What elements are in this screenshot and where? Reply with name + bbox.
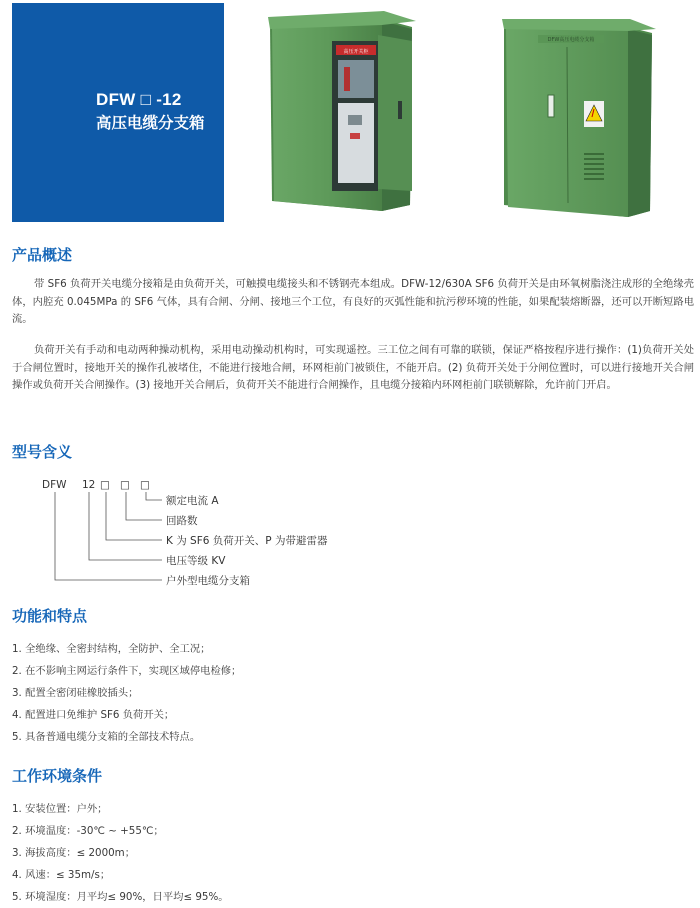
model-item-switch-type: K 为 SF6 负荷开关、P 为带避雷器 <box>166 535 328 547</box>
model-item-circuits: 回路数 <box>166 515 198 527</box>
model-item-voltage-level: 电压等级 KV <box>166 555 226 567</box>
door-label: 高压开关柜 <box>343 49 369 55</box>
model-code-box-1: □ <box>100 479 110 491</box>
list-item: 1. 全绝缘、全密封结构，全防护、全工况； <box>12 643 211 655</box>
model-code-number: 12 <box>82 479 96 491</box>
list-item: 3. 配置全密闭硅橡胶插头； <box>12 687 139 699</box>
model-code-diagram <box>0 472 420 592</box>
product-photo <box>232 5 690 222</box>
environment-list <box>12 798 229 908</box>
model-code-prefix: DFW <box>42 479 67 491</box>
model-code-box-2: □ <box>120 479 130 491</box>
list-item: 2. 环境温度：-30℃ ~ +55℃； <box>12 825 164 837</box>
model-meaning-heading: 型号含义 <box>12 443 73 461</box>
model-item-rated-current: 额定电流 A <box>166 495 219 507</box>
environment-heading: 工作环境条件 <box>12 767 103 785</box>
list-item: 3. 海拔高度：≤ 2000m； <box>12 847 136 859</box>
cabinet-closed <box>502 19 656 217</box>
list-item: 2. 在不影响主网运行条件下，实现区域停电检修； <box>12 665 242 677</box>
list-item: 5. 具备普通电缆分支箱的全部技术特点。 <box>12 731 201 743</box>
product-name: 高压电缆分支箱 <box>96 114 205 132</box>
list-item: 4. 配置进口免维护 SF6 负荷开关； <box>12 709 175 721</box>
panel-label: DFW高压电缆分支箱 <box>547 37 595 43</box>
features-heading: 功能和特点 <box>12 607 88 625</box>
overview-paragraph-2: 负荷开关有手动和电动两种操动机构，采用电动操动机构时，可实现遥控。三工位之间有可靠的联锁，保证严格按程序进行操作：(1)负荷开关处于合闸位置时，接地开关的操作孔被堵住，不能进行接地合闸，环网柜前门被锁住，不能开启。(2) 负荷开关处于分闸位置时，可以进行接地开关合闸操作或负荷开关合闸操作。(3) 接地开关合闸后，负荷开关不能进行合闸操作，且电缆分接箱内环网柜前门联锁解除，允许前门开启。 <box>12 344 694 391</box>
model-item-outdoor-box: 户外型电缆分支箱 <box>166 575 250 587</box>
overview-paragraph-1: 带 SF6 负荷开关电缆分接箱是由负荷开关，可触摸电缆接头和不锈钢壳本组成。DFW-12/630A SF6 负荷开关是由环氧树脂浇注成形的全绝缘壳体，内腔充 0.045MPa 的 SF6 气体，具有合闸、分闸、接地三个工位，有良好的灭弧性能和抗污秽环境的性能，如果配装熔断器，还可以开断短路电流。 <box>12 278 694 325</box>
list-item: 1. 安装位置：户外； <box>12 803 108 815</box>
product-model: DFW □ -12 <box>96 90 182 109</box>
features-list <box>12 638 241 748</box>
list-item: 4. 风速：≤ 35m/s； <box>12 869 111 881</box>
cabinet-open-door <box>268 11 416 211</box>
list-item: 5. 环境湿度：月平均≤ 90%，日平均≤ 95%。 <box>12 891 229 903</box>
hero-title-block <box>12 3 224 222</box>
overview-heading: 产品概述 <box>12 246 73 264</box>
model-code-box-3: □ <box>140 479 150 491</box>
